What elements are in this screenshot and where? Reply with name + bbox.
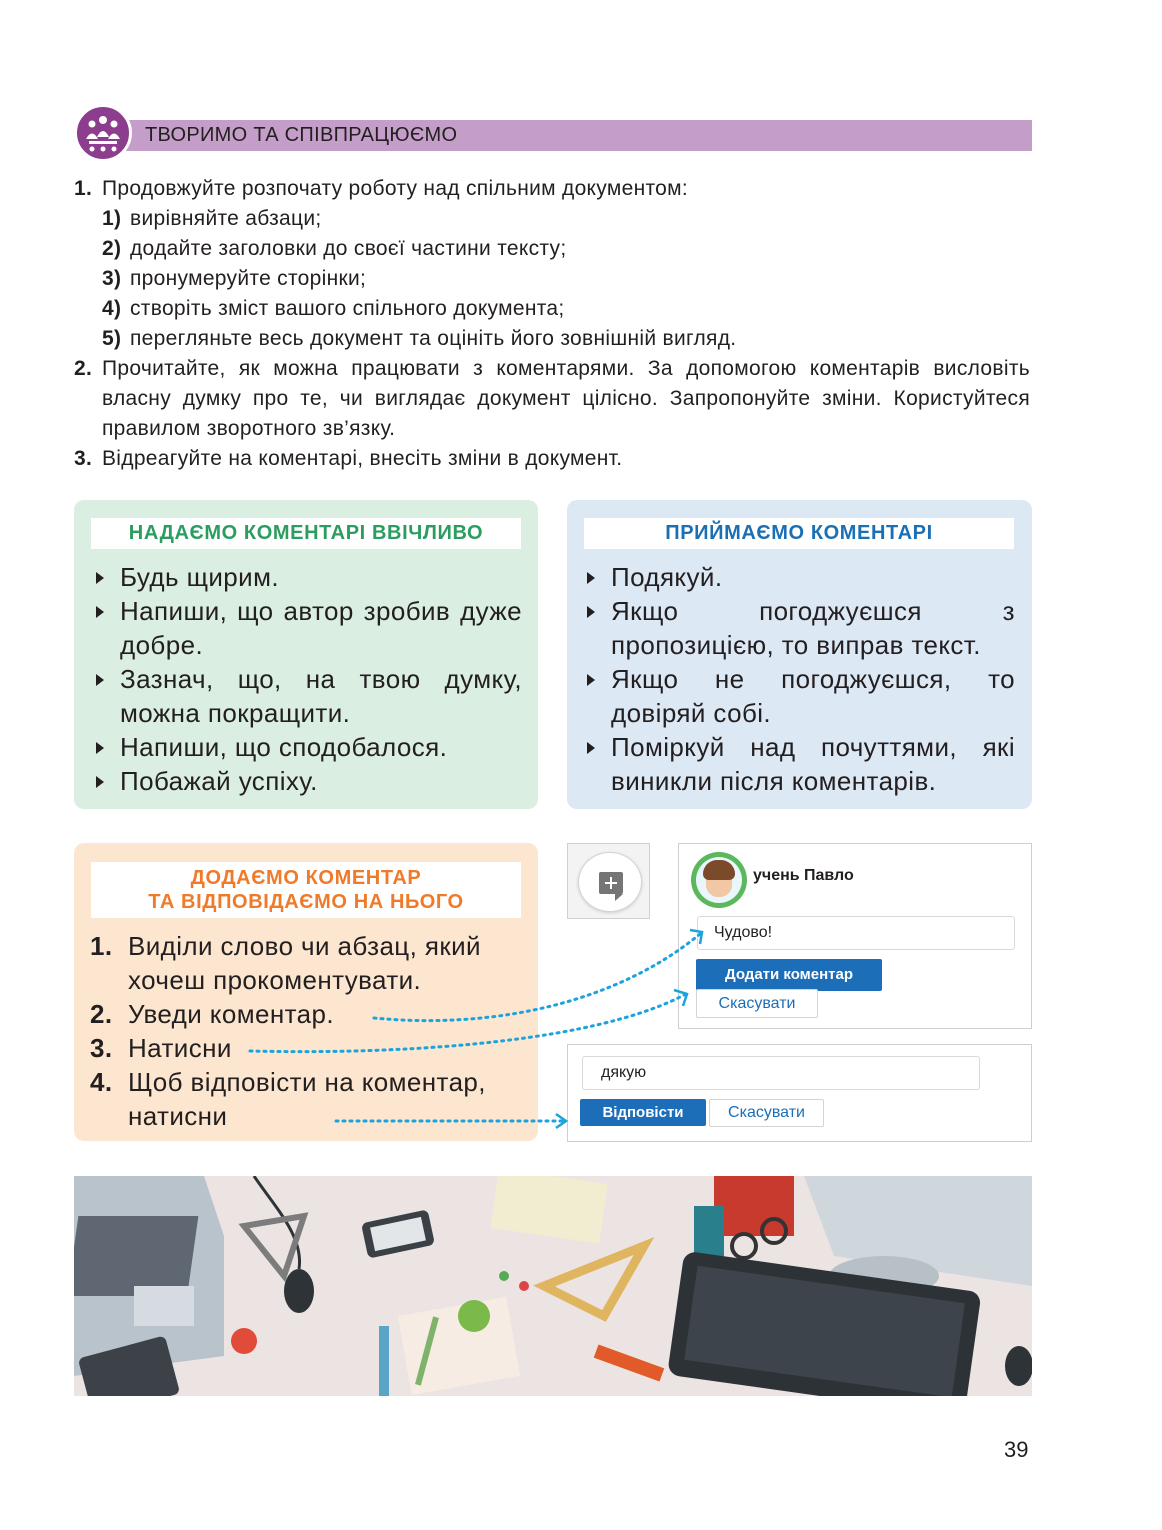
list-item [583,730,1015,798]
subtask-item [102,234,1030,264]
add-comment-title-line: ТА ВІДПОВІДАЄМО НА НЬОГО [148,891,464,913]
subtask-number: 3) [102,267,122,290]
list-item-text: Побажай успіху. [120,766,318,796]
task-number: 2. [74,357,93,380]
step-number: 1. [90,931,113,961]
cutter-icon [594,1344,665,1381]
list-item-text: Будь щирим. [120,562,279,592]
paper-sheet [490,1176,607,1243]
list-item-text: Напиши, що сподобалося. [120,732,448,762]
step-item [90,1031,530,1065]
list-item-text: Подякуй. [611,562,723,592]
task-number: 1. [74,177,93,200]
reply-input[interactable]: дякую [582,1056,980,1090]
receive-comments-list [583,560,1015,798]
step-text: Натисни [128,1033,232,1063]
give-comments-list [92,560,522,798]
subtask-text: додайте заголовки до своєї частини тексту; [130,237,567,260]
subtask-text: вирівняйте абзаци; [130,207,322,230]
list-item-text: Поміркуй над почуттями, які виникли після коментарів. [611,732,1015,796]
brush-icon [379,1326,389,1396]
add-comment-box [74,843,538,1141]
comment-card [678,843,1032,1029]
bullet-arrow-icon [587,572,595,584]
add-comment-title [91,862,521,918]
subtask-text: пронумеруйте сторінки; [130,267,367,290]
list-item-text: Якщо не погоджуєшся, то довіряй собі. [611,664,1015,728]
mouse-icon [284,1269,314,1313]
give-comments-title: НАДАЄМО КОМЕНТАРІ ВВІЧЛИВО [91,518,521,549]
avatar [691,852,747,908]
pin-icon [499,1271,509,1281]
receive-comments-box [567,500,1032,809]
task-text: Продовжуйте розпочату роботу над спільним документом: [102,177,688,200]
step-item [90,1065,530,1133]
add-comment-submit-button[interactable]: Додати коментар [696,959,882,991]
task-list [74,174,1030,474]
step-text: Щоб відповісти на коментар, натисни [128,1067,486,1131]
step-text: Уведи коментар. [128,999,334,1029]
list-item [92,594,522,662]
subtask-item [102,324,1030,354]
group-collaboration-icon [74,104,132,162]
task-text: Відреагуйте на коментарі, внесіть зміни в документ. [102,447,623,470]
list-item [92,764,522,798]
reply-cancel-button[interactable]: Скасувати [709,1099,824,1127]
step-number: 3. [90,1033,113,1063]
list-item [583,560,1015,594]
list-item-text: Зазнач, що, на твою думку, можна покращити. [120,664,522,728]
subtask-text: перегляньте весь документ та оцініть його зовнішній вигляд. [130,327,737,350]
add-comment-steps [90,929,530,1133]
subtask-item [102,264,1030,294]
list-item [92,560,522,594]
bullet-arrow-icon [96,674,104,686]
arrow-to-reply-button-head [556,1114,566,1128]
bullet-arrow-icon [96,572,104,584]
add-comment-button[interactable] [578,852,642,912]
list-item [92,662,522,730]
bullet-arrow-icon [587,742,595,754]
step-number: 2. [90,999,113,1029]
task-item [74,354,1030,444]
sharpener-icon [231,1328,257,1354]
pin-icon [519,1281,529,1291]
reply-card [567,1044,1032,1142]
step-number: 4. [90,1067,113,1097]
subtask-number: 5) [102,327,122,350]
desk-illustration [74,1176,1032,1396]
section-header [74,104,1032,164]
add-comment-title-line: ДОДАЄМО КОМЕНТАР [190,867,422,889]
task-item [74,174,1030,354]
task-number: 3. [74,447,93,470]
list-item [583,594,1015,662]
list-item [92,730,522,764]
step-item [90,929,530,997]
list-item-text: Напиши, що автор зробив дуже добре. [120,596,522,660]
mouse-icon [1005,1346,1032,1386]
step-text: Виділи слово чи абзац, який хочеш прокоментувати. [128,931,481,995]
give-comments-box [74,500,538,809]
avatar-face-icon [696,857,742,903]
comment-tail-icon [615,894,623,901]
section-title: ТВОРИМО ТА СПІВПРАЦЮЄМО [145,124,458,146]
bullet-arrow-icon [96,606,104,618]
add-comment-icon [599,872,623,894]
subtask-number: 2) [102,237,122,260]
ruler-triangle-icon [544,1246,644,1316]
list-item-text: Якщо погоджуєшся з пропозицією, то виправ текст. [611,596,1015,660]
bullet-arrow-icon [96,742,104,754]
task-item [74,444,1030,474]
protractor-icon [244,1216,304,1276]
apple-icon [458,1300,490,1332]
bullet-arrow-icon [587,606,595,618]
avatar-hair [703,860,735,880]
add-comment-widget [567,843,650,919]
receive-comments-title: ПРИЙМАЄМО КОМЕНТАРІ [584,518,1014,549]
desk-illustration-art [74,1176,1032,1396]
subtask-number: 1) [102,207,122,230]
subtask-item [102,294,1030,324]
subtask-text: створіть зміст вашого спільного документа; [130,297,565,320]
reply-button[interactable]: Відповісти [580,1099,706,1126]
book-icon [714,1176,794,1236]
comment-input[interactable]: Чудово! [697,916,1015,950]
bullet-arrow-icon [587,674,595,686]
list-item [583,662,1015,730]
task-text: Прочитайте, як можна працювати з коментарями. За допомогою коментарів висловіть власну думку про те, чи виглядає документ цілісно. Запропонуйте зміни. Користуйтеся правилом зворотного зв’язку. [102,357,1030,440]
user-name: учень Павло [753,867,854,884]
step-item [90,997,530,1031]
bullet-arrow-icon [96,776,104,788]
subtask-number: 4) [102,297,122,320]
subtask-list [102,204,1030,354]
page-number: 39 [1004,1437,1029,1462]
subtask-item [102,204,1030,234]
cancel-button[interactable]: Скасувати [696,989,818,1018]
